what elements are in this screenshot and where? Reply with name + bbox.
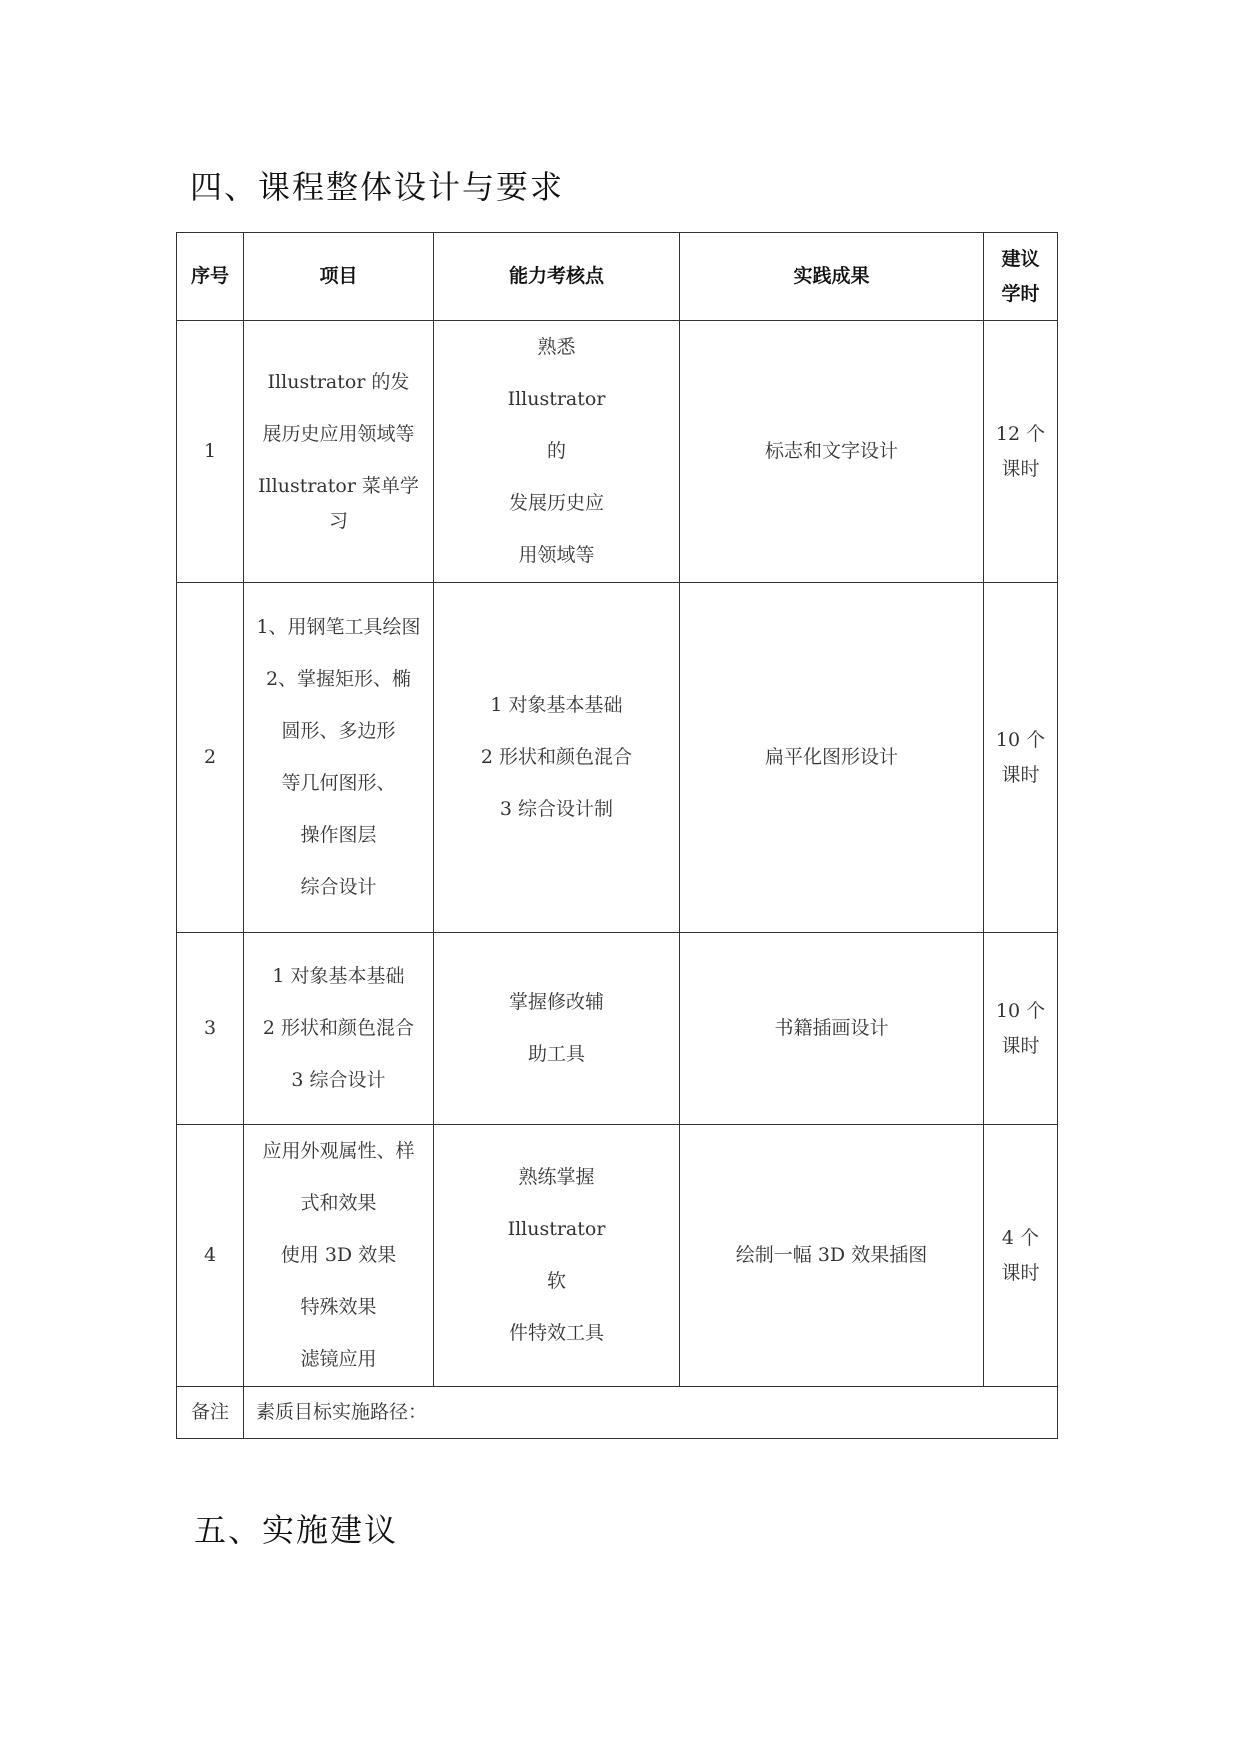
- header-item: 项目: [244, 233, 434, 321]
- header-ability: 能力考核点: [434, 233, 680, 321]
- item-line: 圆形、多边形: [281, 720, 396, 742]
- ability-line: 1 对象基本基础: [490, 694, 623, 716]
- item-line: 3 综合设计: [291, 1069, 386, 1091]
- table-row: [177, 321, 1058, 583]
- ability-line: 软: [546, 1270, 566, 1292]
- row-items: [244, 321, 434, 583]
- item-line: 特殊效果: [300, 1296, 377, 1318]
- table-row: [177, 933, 1058, 1125]
- item-line: 综合设计: [300, 876, 377, 898]
- ability-line: 掌握修改辅: [508, 991, 604, 1013]
- ability-line: Illustrator: [507, 388, 606, 410]
- ability-line: 的: [546, 440, 566, 462]
- item-line: 2、掌握矩形、椭: [265, 668, 412, 690]
- item-line: 滤镜应用: [300, 1348, 377, 1370]
- item-line: 1、用钢笔工具绘图: [256, 616, 421, 638]
- course-design-table: [176, 232, 1058, 1439]
- note-label: 备注: [177, 1387, 244, 1439]
- ability-line: 发展历史应: [508, 492, 604, 514]
- ability-line: 熟悉: [537, 336, 576, 358]
- item-line: 应用外观属性、样: [262, 1140, 415, 1162]
- row-hours: 12 个课时: [984, 321, 1058, 583]
- row-items: [244, 583, 434, 933]
- header-hours: 建议学时: [984, 233, 1058, 321]
- item-line: 式和效果: [300, 1192, 377, 1214]
- item-line: 展历史应用领域等: [262, 422, 415, 445]
- ability-line: 熟练掌握: [518, 1166, 595, 1188]
- row-hours: 4 个课时: [984, 1125, 1058, 1387]
- item-line: 使用 3D 效果: [280, 1244, 397, 1266]
- item-line: Illustrator 的发: [267, 370, 410, 393]
- note-row: [177, 1387, 1058, 1439]
- ability-line: 3 综合设计制: [499, 798, 614, 820]
- section-5-title: 五、实施建议: [194, 1511, 399, 1549]
- table-header-row: [177, 233, 1058, 321]
- table-row: [177, 1125, 1058, 1387]
- item-line: Illustrator 菜单学习: [258, 474, 419, 532]
- ability-line: 助工具: [527, 1043, 585, 1065]
- header-outcome: 实践成果: [680, 233, 984, 321]
- section-4-title: 四、课程整体设计与要求: [190, 168, 565, 206]
- note-text: 素质目标实施路径：: [244, 1387, 1058, 1439]
- row-items: [244, 1125, 434, 1387]
- row-hours: 10 个课时: [984, 583, 1058, 933]
- row-index: 2: [177, 583, 244, 933]
- header-index: 序号: [177, 233, 244, 321]
- row-outcome: 书籍插画设计: [680, 933, 984, 1125]
- table-row: [177, 583, 1058, 933]
- item-line: 等几何图形、: [281, 772, 396, 794]
- row-index: 4: [177, 1125, 244, 1387]
- row-ability: [434, 1125, 680, 1387]
- ability-line: 2 形状和颜色混合: [480, 746, 633, 768]
- row-ability: [434, 583, 680, 933]
- ability-line: Illustrator: [507, 1218, 606, 1240]
- row-index: 1: [177, 321, 244, 583]
- item-line: 操作图层: [300, 824, 377, 846]
- item-line: 1 对象基本基础: [272, 965, 405, 987]
- row-outcome: 标志和文字设计: [680, 321, 984, 583]
- row-ability: [434, 933, 680, 1125]
- row-items: [244, 933, 434, 1125]
- row-hours: 10 个课时: [984, 933, 1058, 1125]
- row-ability: [434, 321, 680, 583]
- row-index: 3: [177, 933, 244, 1125]
- ability-line: 件特效工具: [508, 1322, 604, 1344]
- row-outcome: 扁平化图形设计: [680, 583, 984, 933]
- row-outcome: 绘制一幅 3D 效果插图: [680, 1125, 984, 1387]
- ability-line: 用领域等: [518, 544, 595, 566]
- item-line: 2 形状和颜色混合: [262, 1017, 415, 1039]
